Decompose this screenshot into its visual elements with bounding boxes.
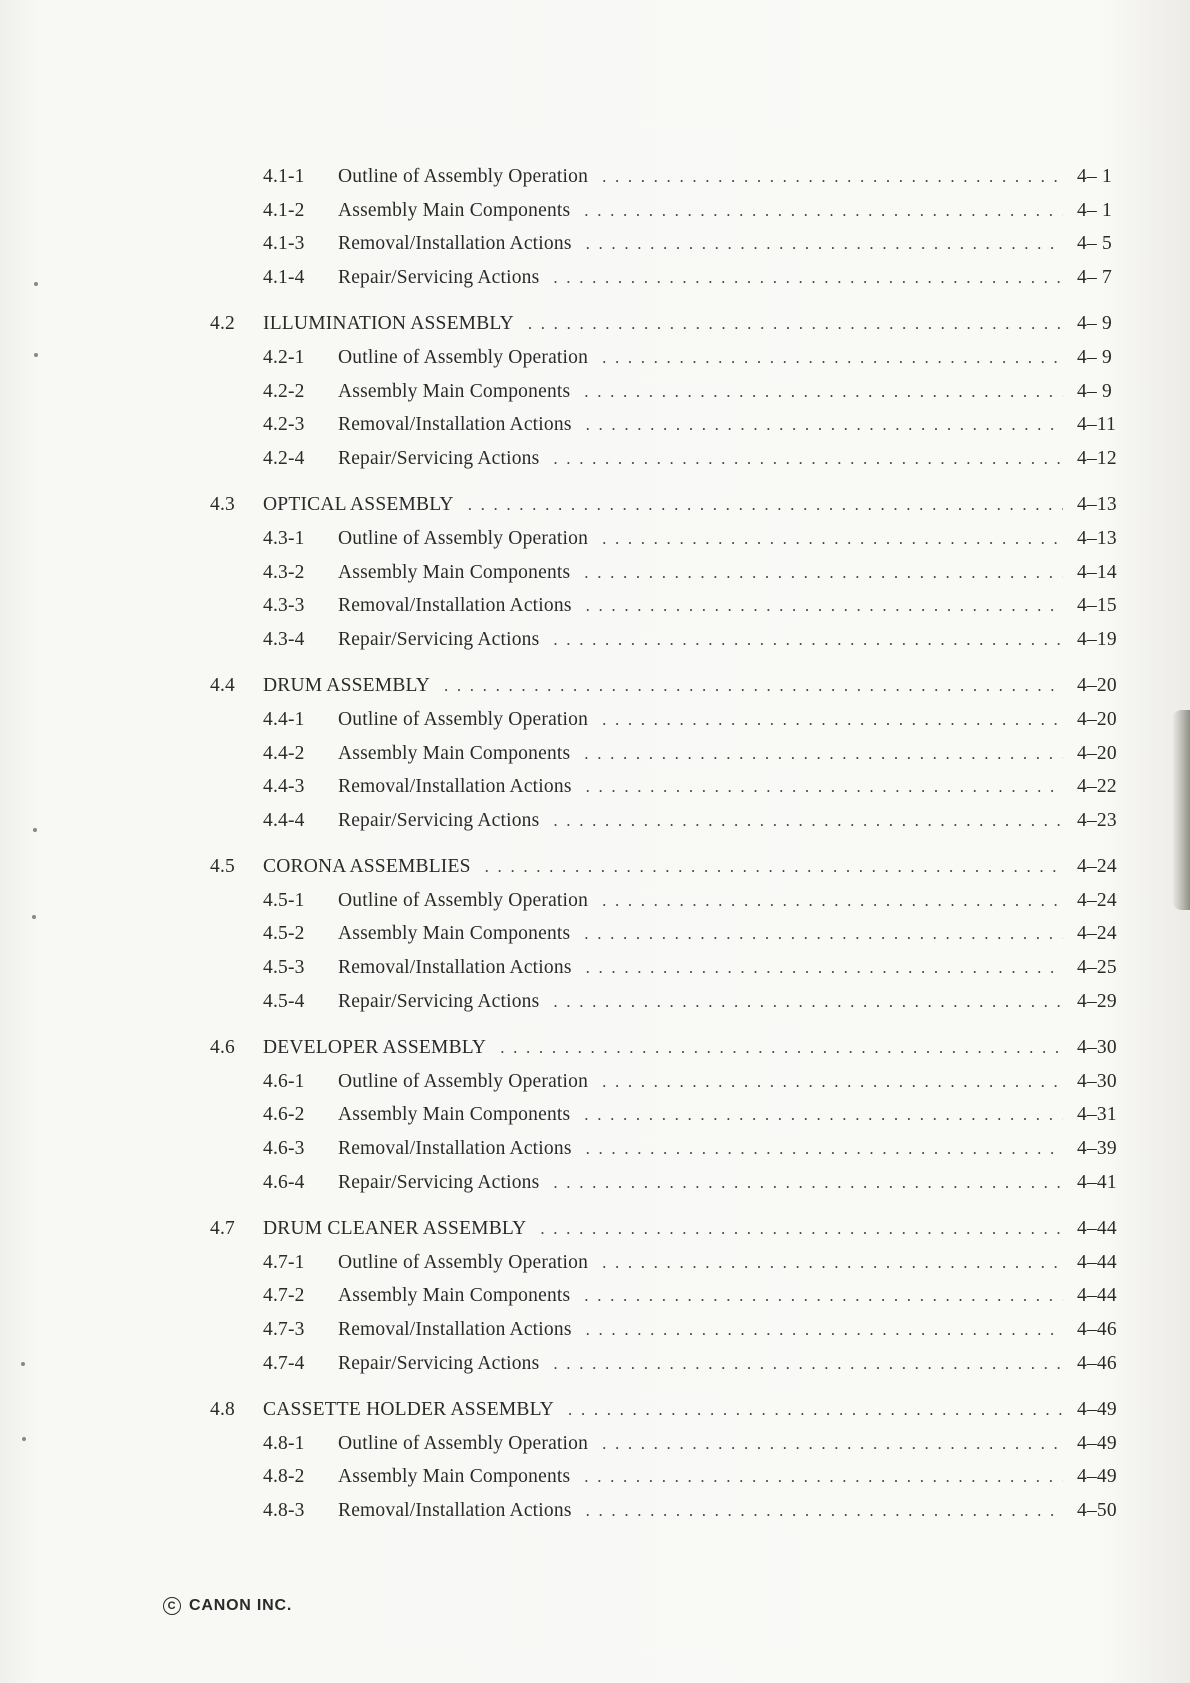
dot-leader [540, 1212, 1063, 1246]
entry-number: 4.3-1 [263, 527, 305, 549]
margin-speck [22, 1437, 26, 1441]
toc-entry [210, 737, 1125, 771]
dot-leader [444, 669, 1063, 703]
entry-page-number: 4– 5 [1077, 233, 1112, 255]
entry-number: 4.8-1 [263, 1432, 305, 1454]
section-title: CASSETTE HOLDER ASSEMBLY [263, 1399, 555, 1421]
entry-page-number: 4–24 [1077, 889, 1117, 911]
entry-page-number: 4–49 [1077, 1432, 1117, 1454]
dot-leader [553, 623, 1063, 657]
toc-entry [210, 884, 1125, 918]
entry-page-number: 4–41 [1077, 1171, 1117, 1193]
entry-title: Outline of Assembly Operation [338, 346, 589, 368]
entry-number: 4.7-1 [263, 1251, 305, 1273]
dot-leader [586, 408, 1063, 442]
entry-title: Repair/Servicing Actions [338, 447, 540, 469]
toc-entry [210, 1065, 1125, 1099]
toc-section [210, 669, 1125, 837]
entry-title: Outline of Assembly Operation [338, 708, 589, 730]
dot-leader [584, 917, 1063, 951]
entry-page-number: 4–15 [1077, 595, 1117, 617]
entry-title: Removal/Installation Actions [338, 1138, 572, 1160]
entry-title: Removal/Installation Actions [338, 414, 572, 436]
entry-title: Assembly Main Components [338, 380, 571, 402]
toc-section [210, 160, 1125, 294]
section-title: ILLUMINATION ASSEMBLY [263, 313, 514, 335]
entry-page-number: 4–30 [1077, 1070, 1117, 1092]
toc-section-heading [210, 488, 1125, 522]
entry-title: Repair/Servicing Actions [338, 1352, 540, 1374]
section-page-number: 4–24 [1077, 856, 1117, 878]
dot-leader [553, 1166, 1063, 1200]
entry-title: Outline of Assembly Operation [338, 1432, 589, 1454]
toc-section [210, 1212, 1125, 1380]
entry-number: 4.2-2 [263, 380, 305, 402]
dot-leader [586, 951, 1063, 985]
entry-page-number: 4–44 [1077, 1285, 1117, 1307]
entry-title: Repair/Servicing Actions [338, 809, 540, 831]
section-number: 4.8 [210, 1399, 235, 1421]
toc-entry [210, 341, 1125, 375]
dot-leader [586, 589, 1063, 623]
entry-number: 4.5-2 [263, 923, 305, 945]
dot-leader [584, 737, 1063, 771]
entry-number: 4.4-3 [263, 776, 305, 798]
section-page-number: 4–13 [1077, 494, 1117, 516]
section-page-number: 4–30 [1077, 1037, 1117, 1059]
entry-title: Outline of Assembly Operation [338, 889, 589, 911]
entry-title: Outline of Assembly Operation [338, 527, 589, 549]
margin-speck [21, 1362, 25, 1366]
entry-page-number: 4–20 [1077, 708, 1117, 730]
entry-title: Removal/Installation Actions [338, 1319, 572, 1340]
toc-entry [210, 522, 1125, 556]
entry-number: 4.6-1 [263, 1070, 305, 1092]
entry-number: 4.4-1 [263, 708, 305, 730]
entry-page-number: 4–46 [1077, 1319, 1117, 1340]
entry-title: Assembly Main Components [338, 561, 571, 583]
entry-title: Removal/Installation Actions [338, 1499, 572, 1521]
entry-page-number: 4–19 [1077, 628, 1117, 650]
entry-page-number: 4–44 [1077, 1251, 1117, 1273]
dot-leader [602, 341, 1063, 375]
toc-entry [210, 1279, 1125, 1313]
entry-page-number: 4–49 [1077, 1466, 1117, 1488]
dot-leader [553, 804, 1063, 838]
entry-title: Repair/Servicing Actions [338, 628, 540, 650]
dot-leader [602, 1065, 1063, 1099]
entry-page-number: 4–46 [1077, 1352, 1117, 1374]
section-title: DRUM ASSEMBLY [263, 675, 430, 697]
toc-entry [210, 442, 1125, 476]
dot-leader [584, 1460, 1063, 1494]
section-title: DEVELOPER ASSEMBLY [263, 1037, 487, 1059]
dot-leader [602, 522, 1063, 556]
dot-leader [602, 703, 1063, 737]
section-number: 4.4 [210, 675, 235, 697]
entry-page-number: 4–50 [1077, 1499, 1117, 1521]
dot-leader [602, 160, 1063, 194]
entry-title: Outline of Assembly Operation [338, 166, 589, 187]
section-number: 4.7 [210, 1218, 235, 1240]
toc-section-heading [210, 1393, 1125, 1427]
dot-leader [586, 1313, 1063, 1347]
toc-entry [210, 1313, 1125, 1347]
toc-entry [210, 1132, 1125, 1166]
entry-page-number: 4–39 [1077, 1138, 1117, 1160]
entry-number: 4.7-3 [263, 1319, 305, 1340]
toc-section-heading [210, 850, 1125, 884]
toc-entry [210, 1427, 1125, 1461]
entry-title: Repair/Servicing Actions [338, 266, 540, 288]
entry-title: Assembly Main Components [338, 1466, 571, 1488]
entry-number: 4.8-2 [263, 1466, 305, 1488]
dot-leader [584, 556, 1063, 590]
dot-leader [586, 1494, 1063, 1528]
entry-number: 4.2-3 [263, 414, 305, 436]
margin-speck [32, 915, 36, 919]
footer-text: CANON INC. [189, 1597, 293, 1614]
toc-entry [210, 1246, 1125, 1280]
copyright-icon [163, 1597, 181, 1615]
section-number: 4.5 [210, 856, 235, 878]
entry-title: Repair/Servicing Actions [338, 990, 540, 1012]
entry-title: Removal/Installation Actions [338, 776, 572, 798]
toc-entry [210, 1494, 1125, 1528]
toc-entry [210, 194, 1125, 228]
entry-title: Removal/Installation Actions [338, 957, 572, 979]
margin-speck [34, 282, 38, 286]
entry-title: Repair/Servicing Actions [338, 1171, 540, 1193]
entry-number: 4.5-4 [263, 990, 305, 1012]
toc-entry [210, 917, 1125, 951]
toc-entry [210, 408, 1125, 442]
copyright-footer [163, 1597, 292, 1615]
entry-number: 4.8-3 [263, 1499, 305, 1521]
section-page-number: 4–49 [1077, 1399, 1117, 1421]
section-number: 4.2 [210, 313, 235, 335]
entry-title: Assembly Main Components [338, 1285, 571, 1307]
entry-title: Assembly Main Components [338, 742, 571, 764]
entry-number: 4.2-4 [263, 447, 305, 469]
entry-number: 4.6-3 [263, 1138, 305, 1160]
entry-number: 4.1-1 [263, 166, 305, 187]
table-of-contents [210, 160, 1125, 1541]
section-title: OPTICAL ASSEMBLY [263, 494, 454, 516]
dot-leader [602, 884, 1063, 918]
toc-entry [210, 227, 1125, 261]
entry-page-number: 4–14 [1077, 561, 1117, 583]
toc-entry [210, 261, 1125, 295]
entry-title: Removal/Installation Actions [338, 233, 572, 255]
entry-page-number: 4–25 [1077, 957, 1117, 979]
dot-leader [568, 1393, 1063, 1427]
entry-page-number: 4–23 [1077, 809, 1117, 831]
page-edge-stain [1172, 710, 1190, 910]
toc-section [210, 1031, 1125, 1199]
dot-leader [586, 1132, 1063, 1166]
entry-page-number: 4–11 [1077, 414, 1117, 436]
toc-entry [210, 556, 1125, 590]
entry-number: 4.5-1 [263, 889, 305, 911]
dot-leader [602, 1246, 1063, 1280]
dot-leader [586, 770, 1063, 804]
entry-number: 4.5-3 [263, 957, 305, 979]
margin-speck [34, 353, 38, 357]
entry-page-number: 4–29 [1077, 990, 1117, 1012]
section-page-number: 4–44 [1077, 1218, 1117, 1240]
toc-section-heading [210, 1031, 1125, 1065]
toc-section [210, 307, 1125, 475]
entry-page-number: 4–12 [1077, 447, 1117, 469]
section-title: DRUM CLEANER ASSEMBLY [263, 1218, 527, 1240]
entry-page-number: 4– 1 [1077, 199, 1112, 221]
section-page-number: 4– 9 [1077, 313, 1112, 335]
entry-number: 4.4-4 [263, 809, 305, 831]
dot-leader [485, 850, 1063, 884]
toc-entry [210, 160, 1125, 194]
entry-number: 4.7-4 [263, 1352, 305, 1374]
toc-entry [210, 589, 1125, 623]
entry-page-number: 4– 9 [1077, 346, 1112, 368]
toc-entry [210, 985, 1125, 1019]
dot-leader [553, 442, 1063, 476]
entry-page-number: 4– 7 [1077, 266, 1112, 288]
entry-title: Outline of Assembly Operation [338, 1251, 589, 1273]
toc-section [210, 488, 1125, 656]
entry-page-number: 4–22 [1077, 776, 1117, 798]
section-page-number: 4–20 [1077, 675, 1117, 697]
dot-leader [553, 1347, 1063, 1381]
entry-page-number: 4–20 [1077, 742, 1117, 764]
dot-leader [528, 307, 1063, 341]
toc-entry [210, 1347, 1125, 1381]
dot-leader [584, 375, 1063, 409]
entry-number: 4.6-4 [263, 1171, 305, 1193]
toc-entry [210, 770, 1125, 804]
dot-leader [553, 985, 1063, 1019]
dot-leader [500, 1031, 1063, 1065]
entry-number: 4.2-1 [263, 346, 305, 368]
toc-section-heading [210, 307, 1125, 341]
entry-page-number: 4–13 [1077, 527, 1117, 549]
margin-speck [33, 828, 37, 832]
dot-leader [584, 1098, 1063, 1132]
toc-entry [210, 703, 1125, 737]
entry-title: Assembly Main Components [338, 199, 571, 221]
entry-page-number: 4– 1 [1077, 166, 1112, 187]
toc-entry [210, 1098, 1125, 1132]
entry-page-number: 4–24 [1077, 923, 1117, 945]
dot-leader [584, 194, 1063, 228]
dot-leader [586, 227, 1063, 261]
entry-title: Assembly Main Components [338, 1104, 571, 1126]
entry-page-number: 4– 9 [1077, 380, 1112, 402]
entry-number: 4.3-2 [263, 561, 305, 583]
toc-entry [210, 951, 1125, 985]
dot-leader [468, 488, 1063, 522]
section-number: 4.6 [210, 1037, 235, 1059]
toc-section-heading [210, 1212, 1125, 1246]
entry-number: 4.1-3 [263, 233, 305, 255]
toc-entry [210, 1166, 1125, 1200]
dot-leader [584, 1279, 1063, 1313]
entry-number: 4.1-4 [263, 266, 305, 288]
entry-number: 4.6-2 [263, 1104, 305, 1126]
entry-title: Assembly Main Components [338, 923, 571, 945]
entry-number: 4.4-2 [263, 742, 305, 764]
toc-entry [210, 375, 1125, 409]
entry-title: Removal/Installation Actions [338, 595, 572, 617]
section-title: CORONA ASSEMBLIES [263, 856, 471, 878]
entry-title: Outline of Assembly Operation [338, 1070, 589, 1092]
toc-entry [210, 623, 1125, 657]
entry-number: 4.1-2 [263, 199, 305, 221]
toc-entry [210, 1460, 1125, 1494]
entry-number: 4.3-4 [263, 628, 305, 650]
entry-number: 4.3-3 [263, 595, 305, 617]
toc-section [210, 1393, 1125, 1527]
entry-number: 4.7-2 [263, 1285, 305, 1307]
dot-leader [553, 261, 1063, 295]
toc-section [210, 850, 1125, 1018]
entry-page-number: 4–31 [1077, 1104, 1117, 1126]
section-number: 4.3 [210, 494, 235, 516]
toc-entry [210, 804, 1125, 838]
toc-section-heading [210, 669, 1125, 703]
dot-leader [602, 1427, 1063, 1461]
